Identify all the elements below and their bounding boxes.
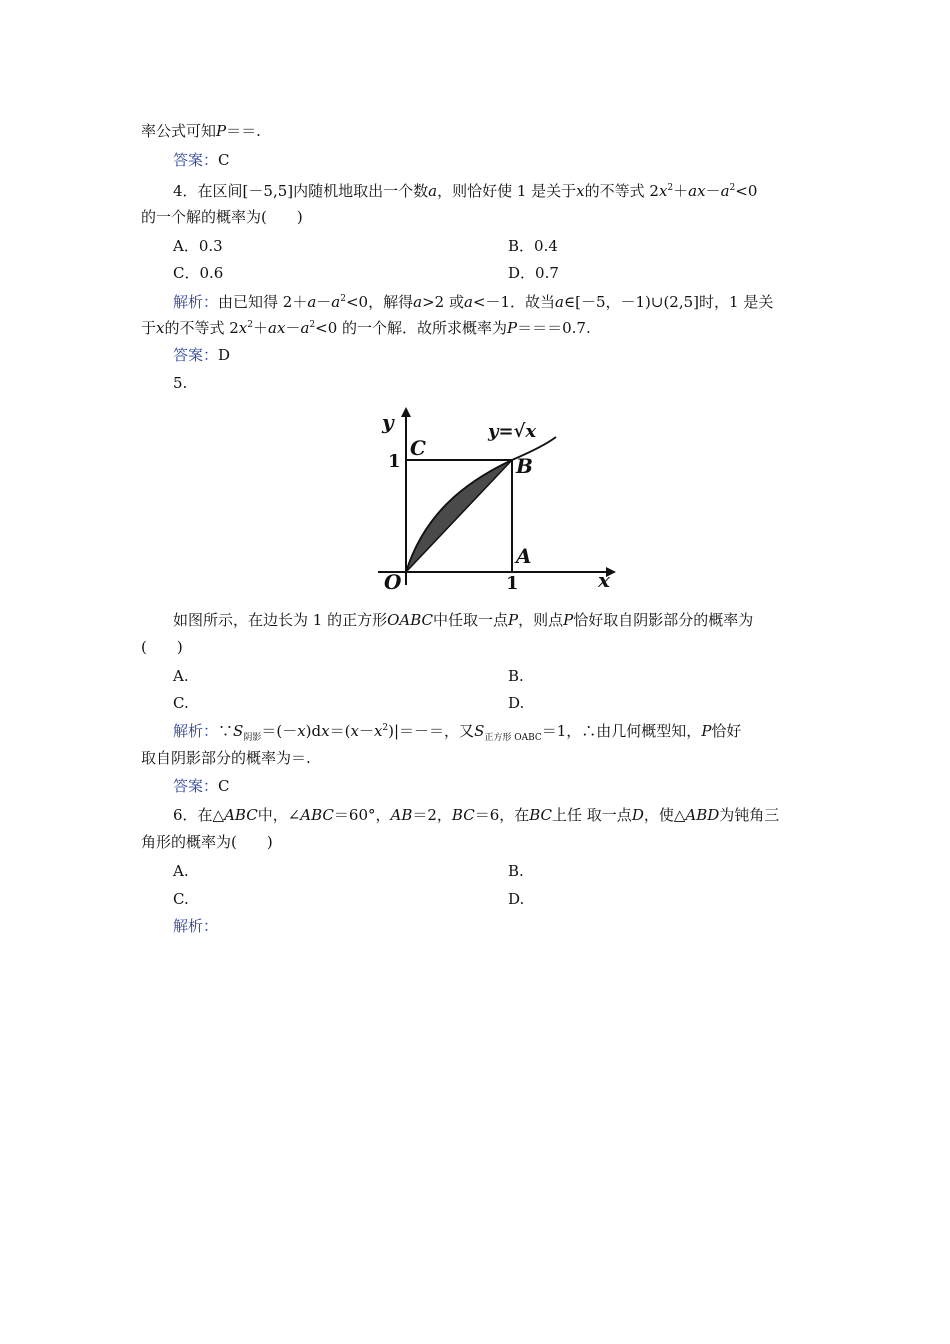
option-a: A. (173, 667, 189, 685)
option-c: C. (173, 890, 189, 908)
x-axis-label: x (598, 568, 610, 592)
sqrt-curve-figure (368, 405, 618, 595)
option-a: A．0.3 (173, 237, 223, 255)
shaded-region (406, 460, 512, 572)
option-b: B. (508, 667, 524, 685)
curve-label: y=√x (488, 421, 537, 442)
answer-label: 答案： (173, 151, 219, 169)
question-4-line-1: 4．在区间[－5,5]内随机地取出一个数a，则恰好使 1 是关于x的不等式 $2x^2+ax-a^2<0$ (173, 182, 758, 200)
question-5-line-2: ( ) (141, 638, 183, 656)
y-axis-arrow (401, 407, 411, 417)
solution-5-line-2: 取自阴影部分的概率为＝. (141, 749, 311, 767)
question-5-line-1: 如图所示，在边长为 1 的正方形OABC中任取一点P，则点P恰好取自阴影部分的概率为 (173, 611, 754, 629)
tick-label-y1: 1 (388, 451, 401, 472)
option-d: D. (508, 694, 525, 712)
option-b: B．0.4 (508, 237, 558, 255)
answer-line: 答案：C (173, 777, 230, 795)
point-c-label: C (410, 436, 426, 460)
sqrt-curve (406, 437, 556, 572)
option-d: D．0.7 (508, 264, 559, 282)
solution-5-line-1: 解析：$\because S_{阴影}=(-x)dx=(x-x^2)|=-=$，又$S_{正方形 OABC}=1$，∴由几何概型知，P恰好 (173, 722, 742, 743)
question-5-number: 5. (173, 374, 188, 392)
option-c: C．0.6 (173, 264, 224, 282)
tick-label-x1: 1 (506, 573, 519, 594)
answer-line: 答案：C (173, 151, 230, 169)
option-a: A. (173, 862, 189, 880)
point-a-label: A (516, 544, 532, 568)
point-b-label: B (516, 454, 533, 478)
origin-label: O (384, 570, 402, 594)
question-4-line-2: 的一个解的概率为( ) (141, 208, 303, 226)
option-d: D. (508, 890, 525, 908)
question-6-line-2: 角形的概率为( ) (141, 833, 273, 851)
solution-4-line-2: 于x的不等式 $2x^2+ax-a^2<0$ 的一个解．故所求概率为P＝＝＝0.7. (141, 319, 591, 337)
answer-line: 答案：D (173, 346, 231, 364)
y-axis-label: y (382, 410, 394, 434)
text-line: 率公式可知P＝＝. (141, 122, 261, 140)
solution-6-label: 解析： (173, 917, 219, 935)
solution-4-line-1: 解析：由已知得 $2+a-a^2<0$，解得a>2 或a<－1．故当a∈[－5，－1)∪(2,5]时，1 是关 (173, 293, 774, 311)
option-c: C. (173, 694, 189, 712)
option-b: B. (508, 862, 524, 880)
question-6-line-1: 6．在△ABC中，∠ABC＝60°，AB＝2，BC＝6，在BC上任 取一点D，使△ABD为钝角三 (173, 806, 780, 824)
